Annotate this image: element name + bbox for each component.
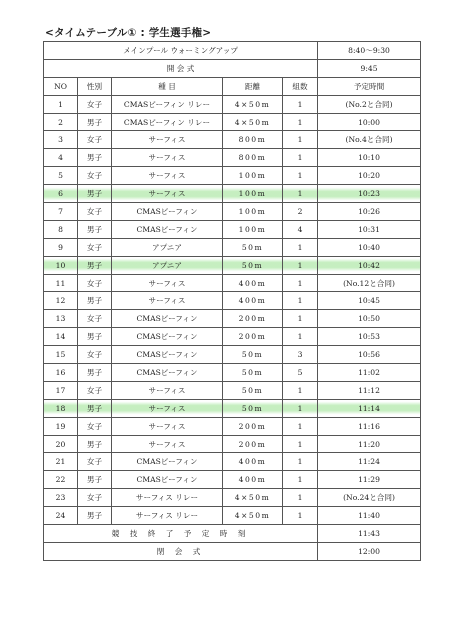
row-gender: 男子 bbox=[78, 364, 112, 382]
row-no: 20 bbox=[44, 435, 78, 453]
header-distance: 距離 bbox=[223, 77, 283, 95]
row-groups: 2 bbox=[283, 203, 318, 221]
row-event: CMASビーフィン bbox=[112, 453, 223, 471]
row-groups: 1 bbox=[283, 489, 318, 507]
row-event: サーフィス bbox=[112, 185, 223, 203]
row-gender: 女子 bbox=[78, 346, 112, 364]
closing-ceremony-time: 12:00 bbox=[318, 542, 421, 560]
row-no: 14 bbox=[44, 328, 78, 346]
row-event: CMASビーフィン bbox=[112, 310, 223, 328]
row-distance: 4×50m bbox=[223, 95, 283, 113]
end-of-competition-row bbox=[44, 525, 421, 543]
header-gender: 性別 bbox=[78, 77, 112, 95]
table-row bbox=[44, 292, 421, 310]
row-distance: 50m bbox=[223, 346, 283, 364]
row-gender: 女子 bbox=[78, 131, 112, 149]
row-distance: 4×50m bbox=[223, 507, 283, 525]
row-time: 11:16 bbox=[318, 417, 421, 435]
row-groups: 1 bbox=[283, 238, 318, 256]
row-event: サーフィス リレー bbox=[112, 507, 223, 525]
row-groups: 1 bbox=[283, 453, 318, 471]
table-row bbox=[44, 95, 421, 113]
row-time: 10:53 bbox=[318, 328, 421, 346]
row-no: 11 bbox=[44, 274, 78, 292]
row-gender: 男子 bbox=[78, 149, 112, 167]
opening-ceremony-label: 開 会 式 bbox=[44, 59, 318, 77]
table-row bbox=[44, 167, 421, 185]
row-time: (No.2と合同) bbox=[318, 95, 421, 113]
row-groups: 1 bbox=[283, 95, 318, 113]
row-time: 10:42 bbox=[318, 256, 421, 274]
row-groups: 1 bbox=[283, 310, 318, 328]
row-no: 4 bbox=[44, 149, 78, 167]
row-event: CMASビーフィン bbox=[112, 471, 223, 489]
header-time: 予定時間 bbox=[318, 77, 421, 95]
row-gender: 男子 bbox=[78, 471, 112, 489]
row-no: 6 bbox=[44, 185, 78, 203]
row-event: サーフィス bbox=[112, 435, 223, 453]
table-row bbox=[44, 149, 421, 167]
row-groups: 1 bbox=[283, 149, 318, 167]
table-row bbox=[44, 399, 421, 417]
row-gender: 女子 bbox=[78, 274, 112, 292]
row-distance: 200m bbox=[223, 435, 283, 453]
row-gender: 男子 bbox=[78, 256, 112, 274]
row-groups: 1 bbox=[283, 131, 318, 149]
row-groups: 1 bbox=[283, 274, 318, 292]
row-gender: 女子 bbox=[78, 310, 112, 328]
row-groups: 5 bbox=[283, 364, 318, 382]
closing-ceremony-row bbox=[44, 542, 421, 560]
row-time: (No.24と合同) bbox=[318, 489, 421, 507]
row-event: CMASビーフィン bbox=[112, 220, 223, 238]
row-no: 5 bbox=[44, 167, 78, 185]
row-no: 19 bbox=[44, 417, 78, 435]
timetable-body bbox=[44, 42, 421, 561]
row-gender: 女子 bbox=[78, 95, 112, 113]
row-gender: 男子 bbox=[78, 113, 112, 131]
row-event: CMASビーフィン bbox=[112, 364, 223, 382]
row-event: サーフィス bbox=[112, 399, 223, 417]
row-groups: 1 bbox=[283, 435, 318, 453]
table-row bbox=[44, 256, 421, 274]
warmup-label: メインプール ウォーミングアップ bbox=[44, 42, 318, 60]
header-no: NO bbox=[44, 77, 78, 95]
row-no: 2 bbox=[44, 113, 78, 131]
warmup-row bbox=[44, 42, 421, 60]
row-no: 21 bbox=[44, 453, 78, 471]
row-gender: 女子 bbox=[78, 381, 112, 399]
row-distance: 100m bbox=[223, 185, 283, 203]
row-time: 10:56 bbox=[318, 346, 421, 364]
timetable bbox=[43, 41, 421, 561]
row-gender: 男子 bbox=[78, 507, 112, 525]
table-row bbox=[44, 203, 421, 221]
header-row bbox=[44, 77, 421, 95]
row-time: (No.12と合同) bbox=[318, 274, 421, 292]
row-no: 9 bbox=[44, 238, 78, 256]
row-time: 11:14 bbox=[318, 399, 421, 417]
row-distance: 800m bbox=[223, 149, 283, 167]
row-gender: 男子 bbox=[78, 292, 112, 310]
table-row bbox=[44, 185, 421, 203]
row-groups: 1 bbox=[283, 185, 318, 203]
opening-ceremony-time: 9:45 bbox=[318, 59, 421, 77]
row-event: サーフィス bbox=[112, 381, 223, 399]
header-event: 種 目 bbox=[112, 77, 223, 95]
row-groups: 1 bbox=[283, 167, 318, 185]
row-distance: 200m bbox=[223, 417, 283, 435]
row-no: 3 bbox=[44, 131, 78, 149]
row-gender: 女子 bbox=[78, 203, 112, 221]
row-groups: 1 bbox=[283, 507, 318, 525]
row-no: 13 bbox=[44, 310, 78, 328]
row-time: 11:20 bbox=[318, 435, 421, 453]
row-no: 12 bbox=[44, 292, 78, 310]
row-distance: 100m bbox=[223, 167, 283, 185]
row-no: 18 bbox=[44, 399, 78, 417]
row-gender: 女子 bbox=[78, 417, 112, 435]
row-no: 16 bbox=[44, 364, 78, 382]
row-groups: 3 bbox=[283, 346, 318, 364]
row-no: 23 bbox=[44, 489, 78, 507]
row-gender: 男子 bbox=[78, 328, 112, 346]
table-row bbox=[44, 507, 421, 525]
row-no: 17 bbox=[44, 381, 78, 399]
table-row bbox=[44, 274, 421, 292]
table-row bbox=[44, 381, 421, 399]
row-distance: 4×50m bbox=[223, 113, 283, 131]
row-groups: 1 bbox=[283, 328, 318, 346]
table-row bbox=[44, 471, 421, 489]
row-time: 10:00 bbox=[318, 113, 421, 131]
row-event: サーフィス bbox=[112, 417, 223, 435]
table-row bbox=[44, 131, 421, 149]
row-time: 10:45 bbox=[318, 292, 421, 310]
row-no: 1 bbox=[44, 95, 78, 113]
row-distance: 200m bbox=[223, 310, 283, 328]
row-gender: 男子 bbox=[78, 435, 112, 453]
row-distance: 200m bbox=[223, 328, 283, 346]
table-row bbox=[44, 346, 421, 364]
row-groups: 1 bbox=[283, 113, 318, 131]
row-gender: 男子 bbox=[78, 185, 112, 203]
row-event: CMASビーフィン リレー bbox=[112, 95, 223, 113]
row-distance: 400m bbox=[223, 274, 283, 292]
row-event: CMASビーフィン bbox=[112, 328, 223, 346]
row-gender: 女子 bbox=[78, 238, 112, 256]
row-no: 15 bbox=[44, 346, 78, 364]
table-row bbox=[44, 435, 421, 453]
opening-ceremony-row bbox=[44, 59, 421, 77]
row-groups: 1 bbox=[283, 292, 318, 310]
warmup-time: 8:40〜9:30 bbox=[318, 42, 421, 60]
table-row bbox=[44, 417, 421, 435]
row-time: 10:23 bbox=[318, 185, 421, 203]
row-groups: 1 bbox=[283, 399, 318, 417]
table-row bbox=[44, 238, 421, 256]
row-distance: 800m bbox=[223, 131, 283, 149]
row-distance: 100m bbox=[223, 203, 283, 221]
row-distance: 400m bbox=[223, 453, 283, 471]
row-no: 22 bbox=[44, 471, 78, 489]
row-distance: 4×50m bbox=[223, 489, 283, 507]
row-no: 24 bbox=[44, 507, 78, 525]
row-no: 8 bbox=[44, 220, 78, 238]
table-row bbox=[44, 489, 421, 507]
header-groups: 組数 bbox=[283, 77, 318, 95]
row-event: アプニア bbox=[112, 256, 223, 274]
row-groups: 4 bbox=[283, 220, 318, 238]
row-distance: 50m bbox=[223, 364, 283, 382]
row-distance: 400m bbox=[223, 292, 283, 310]
row-gender: 女子 bbox=[78, 489, 112, 507]
row-time: 10:40 bbox=[318, 238, 421, 256]
table-row bbox=[44, 364, 421, 382]
row-no: 7 bbox=[44, 203, 78, 221]
row-event: CMASビーフィン bbox=[112, 203, 223, 221]
row-event: サーフィス bbox=[112, 131, 223, 149]
row-time: 11:29 bbox=[318, 471, 421, 489]
row-groups: 1 bbox=[283, 417, 318, 435]
row-time: 10:20 bbox=[318, 167, 421, 185]
row-time: 10:31 bbox=[318, 220, 421, 238]
row-time: 11:40 bbox=[318, 507, 421, 525]
row-distance: 50m bbox=[223, 256, 283, 274]
table-row bbox=[44, 220, 421, 238]
row-event: サーフィス bbox=[112, 149, 223, 167]
row-groups: 1 bbox=[283, 256, 318, 274]
table-row bbox=[44, 113, 421, 131]
row-distance: 100m bbox=[223, 220, 283, 238]
table-row bbox=[44, 328, 421, 346]
row-no: 10 bbox=[44, 256, 78, 274]
row-event: サーフィス bbox=[112, 274, 223, 292]
row-event: CMASビーフィン bbox=[112, 346, 223, 364]
row-gender: 女子 bbox=[78, 453, 112, 471]
row-distance: 50m bbox=[223, 399, 283, 417]
row-distance: 50m bbox=[223, 381, 283, 399]
row-gender: 男子 bbox=[78, 220, 112, 238]
closing-ceremony-label: 閉 会 式 bbox=[44, 542, 318, 560]
row-groups: 1 bbox=[283, 381, 318, 399]
row-event: サーフィス リレー bbox=[112, 489, 223, 507]
row-event: サーフィス bbox=[112, 292, 223, 310]
row-time: 11:12 bbox=[318, 381, 421, 399]
row-gender: 男子 bbox=[78, 399, 112, 417]
table-row bbox=[44, 310, 421, 328]
table-row bbox=[44, 453, 421, 471]
row-distance: 50m bbox=[223, 238, 283, 256]
row-time: 11:02 bbox=[318, 364, 421, 382]
row-time: 10:50 bbox=[318, 310, 421, 328]
row-event: CMASビーフィン リレー bbox=[112, 113, 223, 131]
row-event: サーフィス bbox=[112, 167, 223, 185]
row-time: 11:24 bbox=[318, 453, 421, 471]
end-of-competition-label: 競 技 終 了 予 定 時 刻 bbox=[44, 525, 318, 543]
row-event: アプニア bbox=[112, 238, 223, 256]
document-title: <タイムテーブル① : 学生選手権> bbox=[45, 27, 212, 39]
row-distance: 400m bbox=[223, 471, 283, 489]
row-time: 10:10 bbox=[318, 149, 421, 167]
row-gender: 女子 bbox=[78, 167, 112, 185]
row-time: (No.4と合同) bbox=[318, 131, 421, 149]
end-of-competition-time: 11:43 bbox=[318, 525, 421, 543]
row-time: 10:26 bbox=[318, 203, 421, 221]
row-groups: 1 bbox=[283, 471, 318, 489]
